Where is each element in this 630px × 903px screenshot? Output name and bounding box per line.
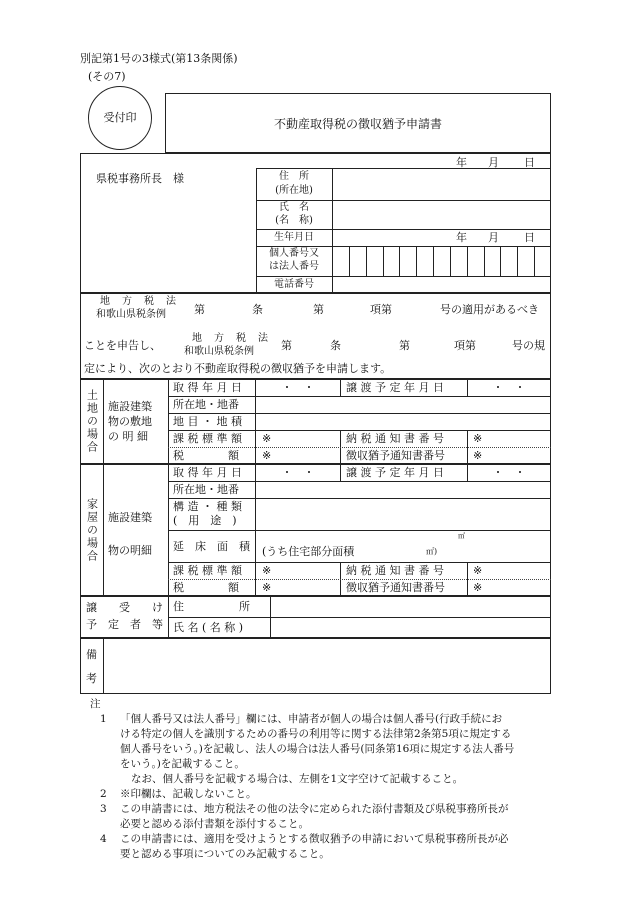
id-digit-divider	[484, 246, 485, 276]
house-detail-label-1: 施設建築	[108, 511, 152, 524]
date-year: 年	[456, 156, 467, 169]
note-2: ※印欄は、記載しないこと。	[120, 788, 257, 800]
statement-dai-1: 第	[194, 303, 205, 316]
statement-line2-tail: 号の規	[512, 339, 545, 352]
id-digit-divider	[399, 246, 400, 276]
land-tax-base-mark: ※	[262, 432, 272, 445]
house-residential-area-label: (うち住宅部分面積	[262, 545, 355, 558]
statement-ordinance-1: 和歌山県税条例	[96, 309, 166, 320]
address-field[interactable]	[333, 169, 550, 200]
land-tax-amount-label: 税 額	[173, 449, 239, 462]
id-digit-divider	[534, 246, 535, 276]
note-1-line-5: なお、個人番号を記載する場合は、左側を1文字空けて記載すること。	[131, 773, 464, 785]
id-digit-divider	[517, 246, 518, 276]
statement-kou-2: 項第	[454, 339, 476, 352]
statement-ordinance-2: 和歌山県税条例	[184, 346, 254, 357]
date-day: 日	[524, 156, 535, 169]
note-1-line-1: 「個人番号又は法人番号」欄には、申請者が個人の場合は個人番号(行政手続にお	[120, 713, 503, 725]
house-detail-label-2: 物の明細	[108, 544, 152, 557]
house-location-label: 所在地・地番	[173, 483, 239, 496]
date-month: 月	[488, 156, 499, 169]
house-section-label: 家屋の場合	[85, 497, 99, 563]
address-sub-label: (所在地)	[275, 185, 313, 196]
land-category-area-label: 地 目 ・ 地 積	[173, 415, 242, 428]
note-2-number: 2	[100, 788, 107, 800]
birthdate-label: 生年月日	[274, 232, 314, 243]
remarks-field[interactable]	[104, 639, 550, 693]
note-1	[120, 712, 514, 772]
id-number-label-2: は法人番号	[269, 261, 319, 272]
house-structure-label-2: ( 用 途 )	[173, 514, 237, 527]
land-detail-label-3: の 明 細	[108, 430, 148, 443]
land-detail-label-2: 物の敷地	[108, 415, 152, 428]
id-digit-divider	[500, 246, 501, 276]
house-deferral-number-mark: ※	[473, 581, 483, 594]
land-location-label: 所在地・地番	[173, 398, 239, 411]
id-digit-divider	[366, 246, 367, 276]
house-transfer-date-field[interactable]: ・ ・	[492, 466, 526, 479]
id-number-label-1: 個人番号又	[269, 248, 319, 259]
house-tax-base-label: 課 税 標 準 額	[173, 564, 242, 577]
land-detail-label-1: 施設建築	[108, 400, 152, 413]
house-notice-number-mark: ※	[473, 564, 483, 577]
land-deferral-number-mark: ※	[473, 449, 483, 462]
transferee-name-label: 氏 名 ( 名 称 )	[173, 621, 244, 634]
house-deferral-number-label: 徴収猶予通知書番号	[346, 581, 445, 594]
note-4-line-1: この申請書には、適用を受けようとする徴収猶予の申請において県税事務所長が必	[120, 833, 509, 845]
statement-line3: 定により、次のとおり不動産取得税の徴収猶予を申請します。	[84, 362, 392, 375]
id-digit-divider	[383, 246, 384, 276]
house-transfer-date-label: 譲 渡 予 定 年 月 日	[346, 466, 444, 479]
house-floor-area-label: 延 床 面 積	[173, 540, 250, 553]
phone-field[interactable]	[333, 277, 550, 293]
house-tax-base-mark: ※	[262, 564, 272, 577]
transferee-address-label: 住 所	[173, 600, 250, 613]
birthdate-year: 年	[456, 231, 467, 244]
id-digit-divider	[416, 246, 417, 276]
note-1-line-3: 個人番号をいう。)を記載し、法人の場合は法人番号(同条第16項に規定する法人番号	[120, 743, 515, 755]
id-digit-divider	[349, 246, 350, 276]
note-1-line-4: をいう。)を記載すること。	[120, 758, 245, 770]
remarks-label-2: 考	[86, 672, 97, 685]
house-residential-area-unit: ㎡)	[426, 547, 438, 556]
birthdate-month: 月	[488, 231, 499, 244]
statement-jo-1: 条	[252, 303, 263, 316]
name-label: 氏 名	[279, 202, 309, 213]
note-1-line-2: ける特定の個人を識別するための番号の利用等に関する法律第2条第5項に規定する	[120, 728, 512, 740]
transferee-address-field[interactable]	[271, 597, 550, 617]
land-deferral-number-label: 徴収猶予通知書番号	[346, 449, 445, 462]
note-4-line-2: 要と認める事項についてのみ記載すること。	[120, 848, 330, 860]
house-tax-amount-label: 税 額	[173, 581, 239, 594]
addressee: 県税事務所長 様	[96, 172, 184, 185]
name-sub-label: (名 称)	[275, 215, 313, 226]
form-sub-reference: (その7)	[88, 70, 126, 83]
house-acquisition-date-field[interactable]: ・ ・	[281, 466, 315, 479]
note-4-number: 4	[100, 833, 107, 845]
land-notice-number-mark: ※	[473, 432, 483, 445]
transferee-label-2: 予 定 者 等	[86, 618, 163, 631]
land-transfer-date-field[interactable]: ・ ・	[492, 381, 526, 394]
transferee-label-1: 譲 受 け	[86, 601, 163, 614]
statement-dai-3: 第	[281, 339, 292, 352]
birthdate-day: 日	[524, 231, 535, 244]
house-floor-area-unit: ㎡	[458, 532, 465, 540]
note-3-number: 3	[100, 803, 107, 815]
notes-heading: 注	[90, 698, 101, 710]
remarks-label-1: 備	[86, 648, 97, 661]
statement-law-1: 地 方 税 法	[100, 296, 177, 307]
house-notice-number-label: 納 税 通 知 書 番 号	[346, 564, 444, 577]
note-4	[120, 832, 509, 862]
land-tax-amount-mark: ※	[262, 449, 272, 462]
note-3-line-1: この申請書には、地方税法その他の法令に定められた添付書類及び県税事務所長が	[120, 803, 509, 815]
id-digit-divider	[450, 246, 451, 276]
form-title: 不動産取得税の徴収猶予申請書	[273, 116, 442, 131]
note-3-line-2: 必要と認める添付書類を添付すること。	[120, 818, 309, 830]
statement-kou-1: 項第	[370, 303, 392, 316]
house-tax-amount-mark: ※	[262, 581, 272, 594]
land-acquisition-date-label: 取 得 年 月 日	[173, 381, 242, 394]
statement-line2-head: ことを申告し、	[84, 339, 161, 352]
statement-dai-2: 第	[313, 303, 324, 316]
name-field[interactable]	[333, 201, 550, 229]
land-section-label: 土地の場合	[85, 389, 99, 454]
statement-dai-4: 第	[399, 339, 410, 352]
land-acquisition-date-field[interactable]: ・ ・	[281, 381, 315, 394]
note-1-number: 1	[100, 713, 107, 725]
house-structure-label-1: 構 造 ・ 種 類	[173, 500, 242, 513]
address-label: 住 所	[279, 171, 309, 182]
form-reference: 別記第1号の3様式(第13条関係)	[80, 52, 238, 65]
land-transfer-date-label: 譲 渡 予 定 年 月 日	[346, 381, 444, 394]
reception-stamp-label: 受付印	[103, 111, 137, 124]
land-notice-number-label: 納 税 通 知 書 番 号	[346, 432, 444, 445]
id-digit-divider	[433, 246, 434, 276]
land-tax-base-label: 課 税 標 準 額	[173, 432, 242, 445]
house-acquisition-date-label: 取 得 年 月 日	[173, 466, 242, 479]
note-3	[120, 802, 509, 832]
statement-law-2: 地 方 税 法	[192, 333, 269, 344]
statement-jo-2: 条	[330, 339, 341, 352]
statement-line1-tail: 号の適用があるべき	[440, 303, 539, 316]
phone-label: 電話番号	[274, 279, 314, 290]
id-digit-divider	[467, 246, 468, 276]
transferee-name-field[interactable]	[271, 618, 550, 638]
